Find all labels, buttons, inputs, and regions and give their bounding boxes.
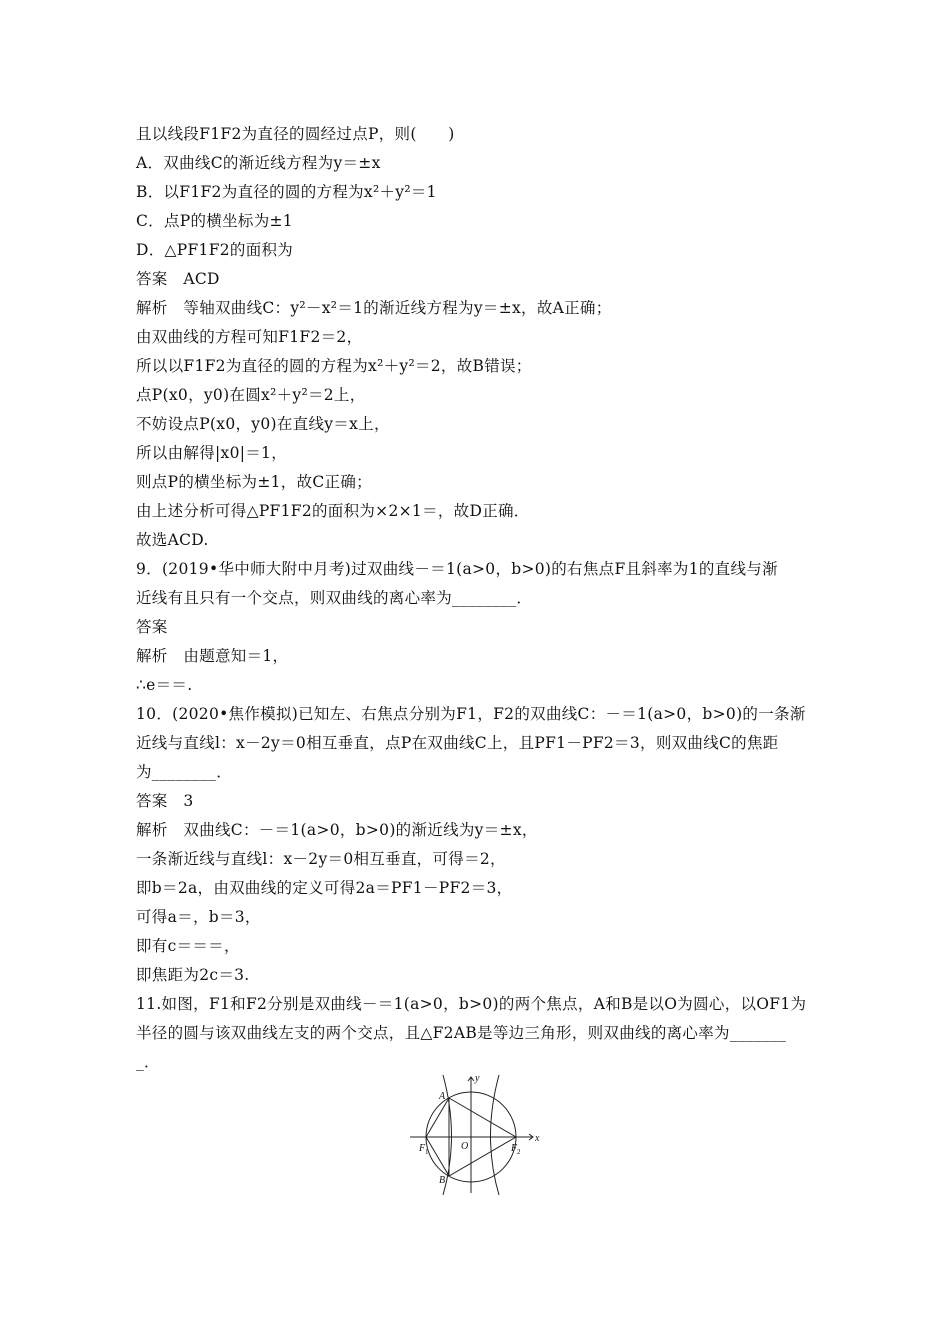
label-f1: F [419, 1143, 426, 1154]
text-line: 近线与直线l：x－2y＝0相互垂直，点P在双曲线C上，且PF1－PF2＝3，则双曲线C的焦距 [136, 734, 779, 752]
text-line: 可得a＝，b＝3， [136, 908, 261, 926]
text-line: _． [136, 1053, 160, 1071]
answer-line: 答案 ACD [136, 270, 220, 288]
text-line: 即有c＝＝＝， [136, 937, 240, 955]
option-a: A．双曲线C的渐近线方程为y＝±x [136, 154, 381, 172]
label-f2-sub: 2 [517, 1148, 521, 1156]
question-9: 9．(2019•华中师大附中月考)过双曲线－＝1(a>0，b>0)的右焦点F且斜率为1的直线与渐 [136, 560, 778, 578]
text-line: 近线有且只有一个交点，则双曲线的离心率为________． [136, 589, 533, 607]
segment-f1-b [426, 1137, 449, 1176]
answer-line: 答案 [136, 618, 168, 636]
text-line: 且以线段F1F2为直径的圆经过点P，则( ) [136, 125, 455, 143]
question-10: 10．(2020•焦作模拟)已知左、右焦点分别为F1，F2的双曲线C：－＝1(a>0，b>0)的一条渐 [136, 705, 806, 723]
segment-f1-a [426, 1098, 449, 1137]
option-c: C．点P的横坐标为±1 [136, 212, 293, 230]
hyperbola-figure [405, 1073, 545, 1198]
text-line: 半径的圆与该双曲线左支的两个交点，且△F2AB是等边三角形，则双曲线的离心率为_______ [136, 1024, 787, 1042]
question-11: 11.如图，F1和F2分别是双曲线－＝1(a>0，b>0)的两个焦点，A和B是以O为圆心，以OF1为 [136, 995, 807, 1013]
option-b: B．以F1F2为直径的圆的方程为x²＋y²＝1 [136, 183, 437, 201]
text-line: 则点P的横坐标为±1，故C正确； [136, 473, 372, 491]
text-line: 所以由解得|x0|＝1， [136, 444, 288, 462]
answer-line: 答案 3 [136, 792, 194, 810]
text-line: 由双曲线的方程可知F1F2＝2， [136, 328, 363, 346]
text-line: 为________． [136, 763, 233, 781]
text-line: ∴e＝＝. [136, 676, 193, 694]
analysis-line: 解析 等轴双曲线C：y²－x²＝1的渐近线方程为y＝±x，故A正确； [136, 299, 612, 317]
label-x: x [535, 1133, 540, 1144]
text-line: 由上述分析可得△PF1F2的面积为×2×1＝，故D正确． [136, 502, 530, 520]
label-y: y [475, 1073, 480, 1084]
label-f2: F [511, 1143, 518, 1154]
text-line: 即b＝2a，由双曲线的定义可得2a＝PF1－PF2＝3， [136, 879, 513, 897]
text-line: 一条渐近线与直线l：x－2y＝0相互垂直，可得＝2， [136, 850, 506, 868]
text-line: 故选ACD. [136, 531, 209, 549]
label-o: O [461, 1141, 469, 1152]
analysis-line: 解析 由题意知＝1， [136, 647, 289, 665]
option-d: D．△PF1F2的面积为 [136, 241, 294, 259]
label-b: B [439, 1175, 446, 1186]
text-line: 点P(x0，y0)在圆x²＋y²＝2上， [136, 386, 366, 404]
text-line: 不妨设点P(x0，y0)在直线y＝x上， [136, 415, 390, 433]
analysis-line: 解析 双曲线C：－＝1(a>0，b>0)的渐近线为y＝±x， [136, 821, 538, 839]
label-a: A [439, 1091, 446, 1102]
text-line: 所以以F1F2为直径的圆的方程为x²＋y²＝2，故B错误； [136, 357, 532, 375]
label-f1-sub: 1 [425, 1148, 429, 1156]
text-line: 即焦距为2c＝3. [136, 966, 250, 984]
